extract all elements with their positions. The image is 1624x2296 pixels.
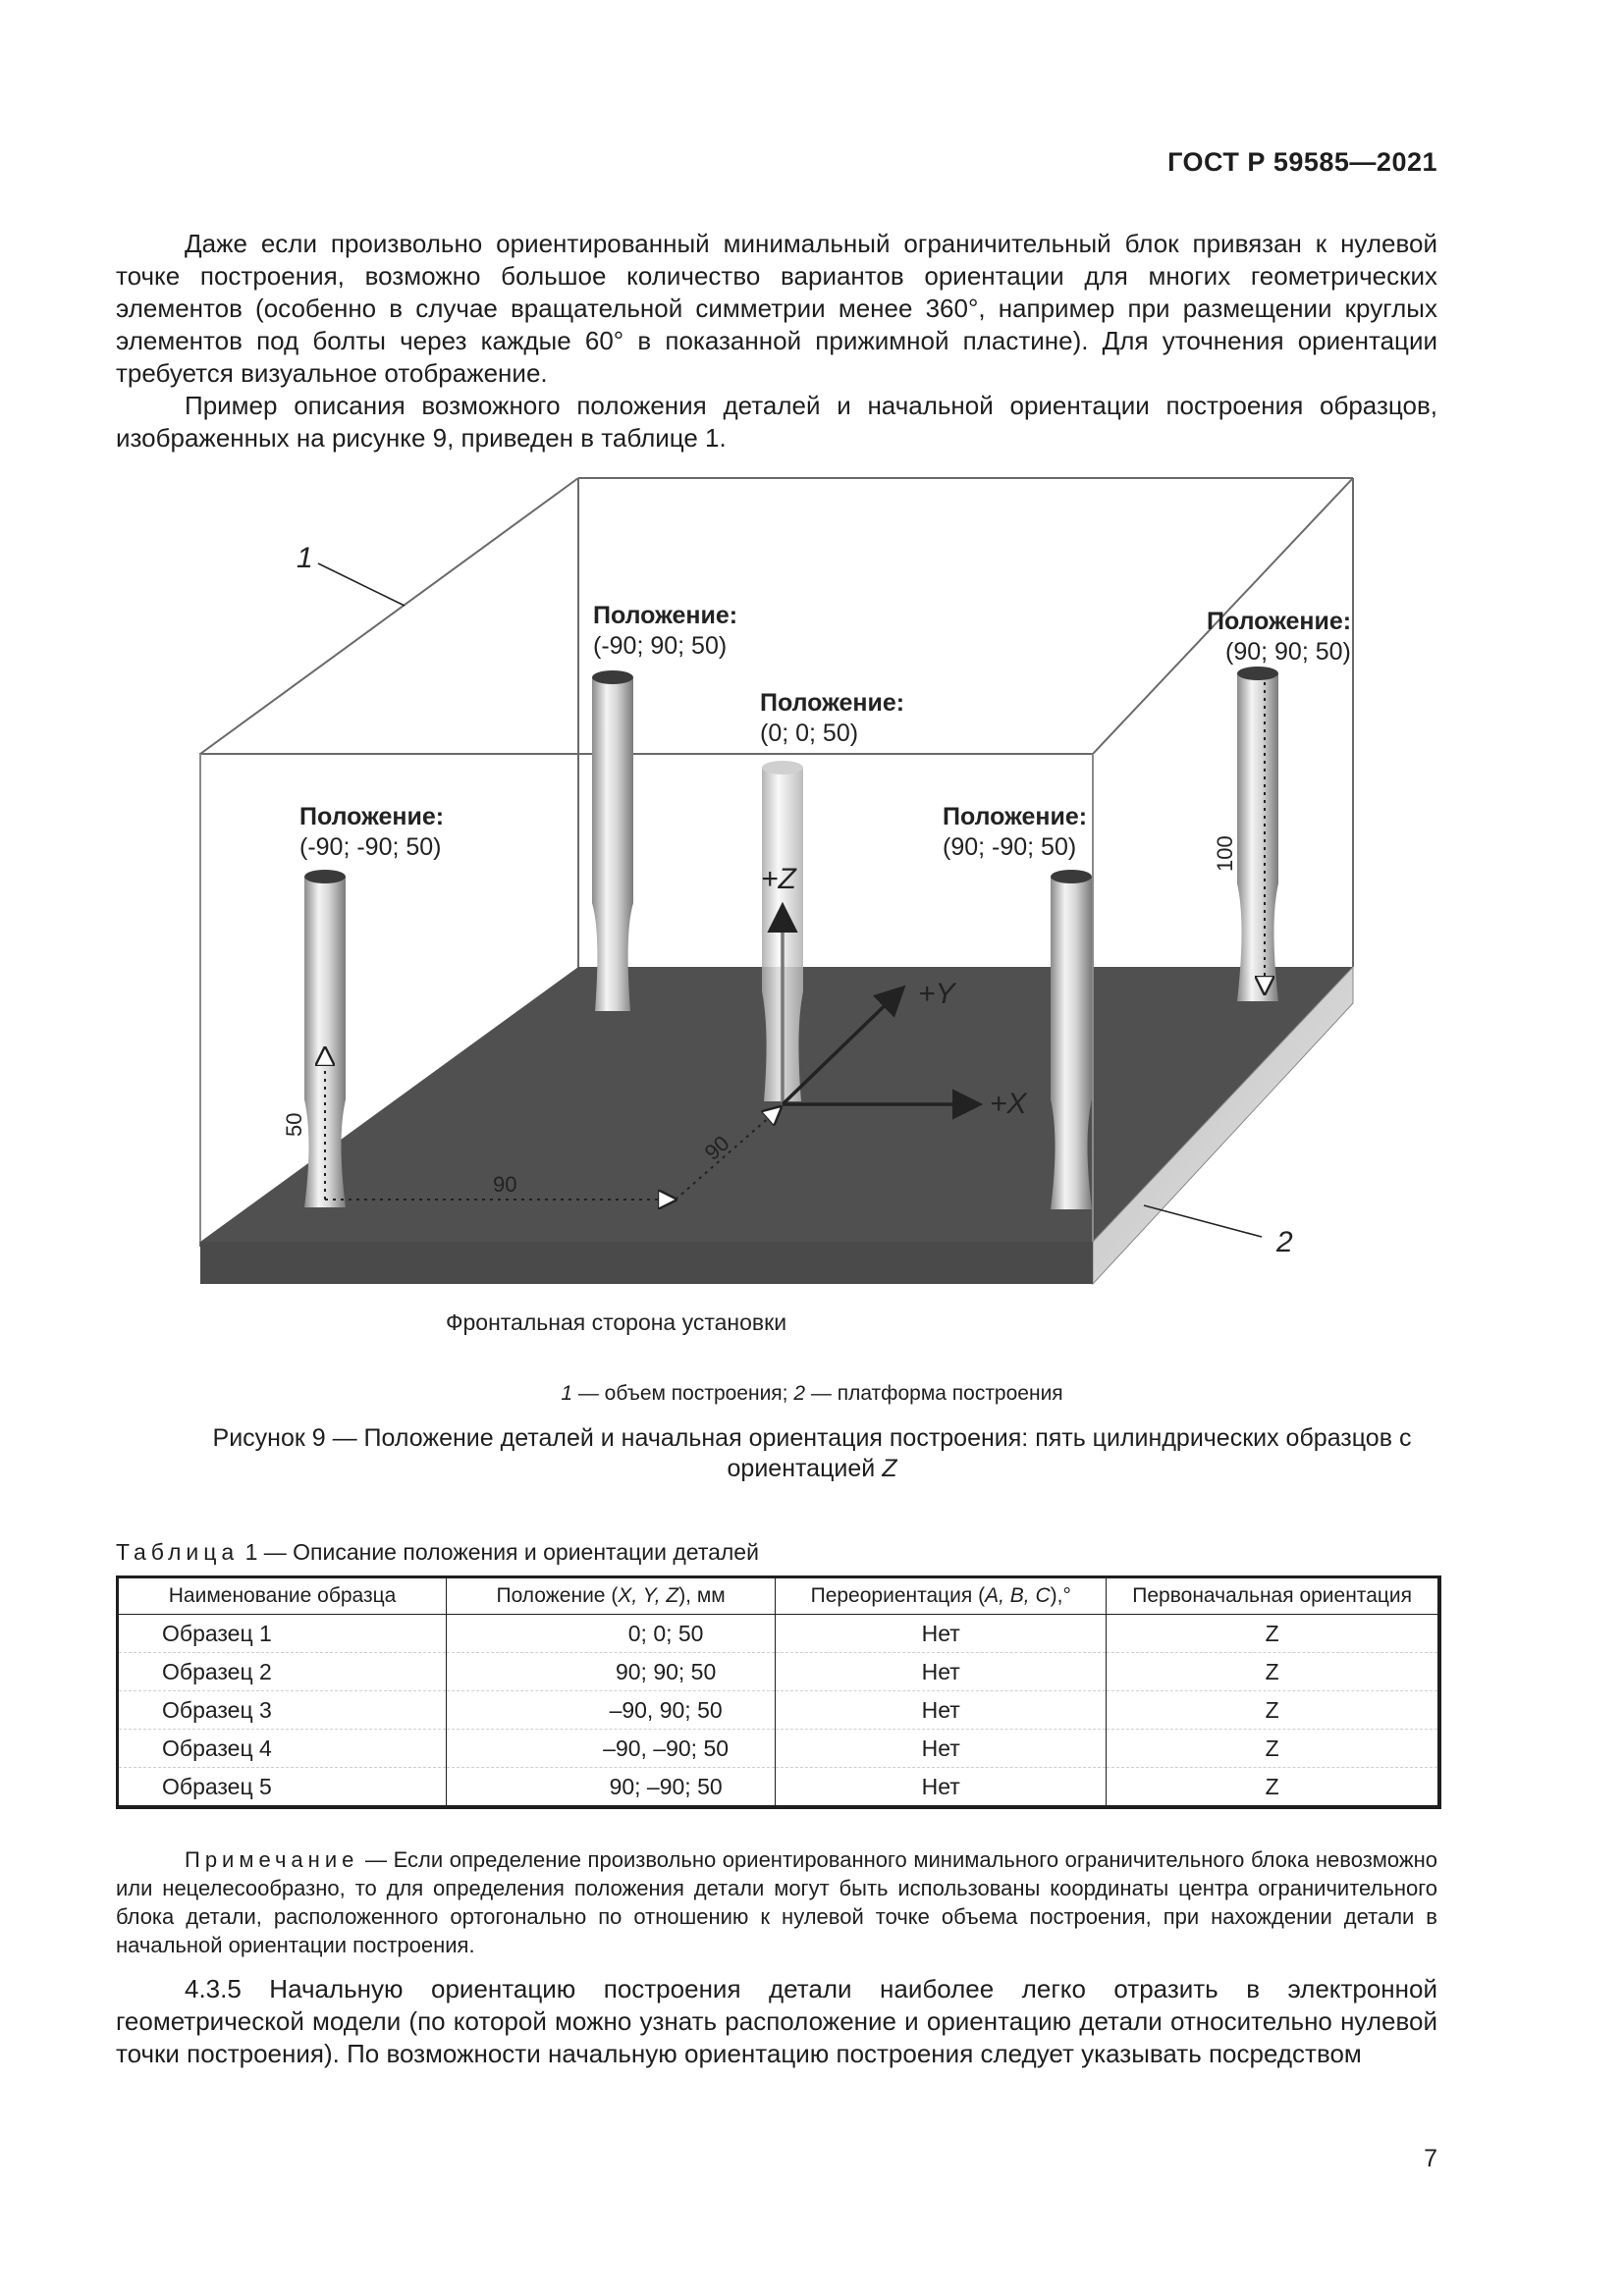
specimen-2-position-label: Положение: (593, 602, 738, 629)
axis-x-label: +X (990, 1088, 1027, 1120)
table-row (118, 1615, 1440, 1653)
specimen-2-cylinder (592, 670, 633, 1011)
callout-volume-number: 1 (297, 542, 313, 574)
cell-name: Образец 5 (118, 1768, 447, 1808)
cell-initial-orientation: Z (1107, 1615, 1439, 1653)
cell-position: 90; –90; 50 (447, 1768, 776, 1808)
cell-initial-orientation: Z (1107, 1653, 1439, 1691)
col-header-reorientation: Переориентация (A, B, C),° (776, 1577, 1107, 1615)
dim-offset-y-90: 90 (699, 1130, 734, 1165)
cell-reorientation: Нет (776, 1653, 1107, 1691)
col-header-position: Положение (X, Y, Z), мм (447, 1577, 776, 1615)
dim-offset-x-90: 90 (493, 1172, 517, 1197)
intro-paragraph-1: Даже если произвольно ориентированный минимальный ограничительный блок привязан к нулевой точке построения, возможно большое количество вариантов ориентации для многих геометрических элементов (особенно в случае вращательной симметрии менее 360°, например при размещении круглых элементов под болты через каждые 60° в показанной прижимной пластине). Для уточнения ориентации требуется визуальное отображение. (116, 229, 1437, 388)
specimen-5-coords: (90; 90; 50) (1225, 638, 1351, 666)
note-text: — Если определение произвольно ориентированного минимального ограничительного блока невозможно или нецелесообразно, то для определения положения детали могут быть использованы координаты центра ограничительного блока детали, расположенного ортогонально по отношению к нулевой точке объема построения, при нахождении детали в начальной ориентации построения. (116, 1847, 1437, 1957)
specimen-5-cylinder (1237, 667, 1278, 1001)
cell-name: Образец 3 (118, 1691, 447, 1730)
cell-position: –90, –90; 50 (447, 1730, 776, 1768)
axis-z-label: +Z (761, 863, 796, 895)
figure-caption (157, 1423, 1467, 1484)
callout-platform-number: 2 (1276, 1226, 1293, 1258)
section-4-3-5 (116, 1973, 1437, 2070)
cell-position: 90; 90; 50 (447, 1653, 776, 1691)
legend-text-1: — объем построения; (572, 1382, 794, 1405)
specimen-4-cylinder (1051, 870, 1092, 1209)
col-header-name: Наименование образца (118, 1577, 447, 1615)
specimen-5-position-label: Положение: (1207, 608, 1352, 635)
table-row (118, 1691, 1440, 1730)
intro-paragraph-2: Пример описания возможного положения деталей и начальной ориентации построения образцов, изображенных на рисунке 9, приведен в таблице 1. (116, 391, 1437, 453)
cell-name: Образец 1 (118, 1615, 447, 1653)
table-row (118, 1768, 1440, 1808)
table-title-text: 1 — Описание положения и ориентации деталей (239, 1539, 759, 1565)
cell-initial-orientation: Z (1107, 1768, 1439, 1808)
specimen-4-position-label: Положение: (943, 803, 1088, 830)
cell-initial-orientation: Z (1107, 1691, 1439, 1730)
cell-initial-orientation: Z (1107, 1730, 1439, 1768)
cell-reorientation: Нет (776, 1691, 1107, 1730)
specimen-3-coords: (-90; -90; 50) (299, 833, 442, 861)
cell-name: Образец 2 (118, 1653, 447, 1691)
dim-height-50: 50 (282, 1112, 306, 1137)
legend-number-1: 1 (561, 1382, 573, 1405)
axis-y-label: +Y (918, 978, 955, 1010)
caption-text: Рисунок 9 — Положение деталей и начальная ориентация построения: пять цилиндрических образцов с ориентацией (212, 1424, 1412, 1482)
table-title (116, 1539, 759, 1566)
page-number: 7 (1424, 2145, 1437, 2172)
table-header-row (118, 1577, 1440, 1615)
cell-position: –90, 90; 50 (447, 1691, 776, 1730)
cell-reorientation: Нет (776, 1730, 1107, 1768)
specimens-table (116, 1575, 1441, 1809)
figure-legend (0, 1382, 1624, 1406)
legend-number-2: 2 (793, 1382, 806, 1405)
specimen-2-coords: (-90; 90; 50) (593, 632, 728, 660)
specimen-1-position-label: Положение: (760, 689, 905, 717)
specimen-1-coords: (0; 0; 50) (760, 720, 859, 747)
cell-reorientation: Нет (776, 1615, 1107, 1653)
specimen-3-position-label: Положение: (299, 803, 445, 830)
front-side-label: Фронтальная сторона установки (446, 1309, 787, 1335)
dim-height-100: 100 (1213, 835, 1237, 872)
document-standard-number: ГОСТ Р 59585—2021 (1167, 147, 1437, 177)
cell-reorientation: Нет (776, 1768, 1107, 1808)
note-label: Примечание (185, 1847, 359, 1872)
table-note (116, 1845, 1437, 1959)
specimen-3-cylinder (304, 870, 346, 1207)
caption-axis: Z (882, 1455, 897, 1482)
table-title-word: Таблица (116, 1539, 240, 1565)
col-header-initial-orientation: Первоначальная ориентация (1107, 1577, 1439, 1615)
specimen-4-coords: (90; -90; 50) (943, 833, 1077, 861)
cell-name: Образец 4 (118, 1730, 447, 1768)
legend-text-2: — платформа построения (805, 1382, 1063, 1405)
cell-position: 0; 0; 50 (447, 1615, 776, 1653)
table-row (118, 1730, 1440, 1768)
table-row (118, 1653, 1440, 1691)
section-4-3-5-text: 4.3.5 Начальную ориентацию построения детали наиболее легко отразить в электронной геометрической модели (по которой можно узнать расположение и ориентацию детали относительно нулевой точки построения). По возможности начальную ориентацию построения следует указывать посредством (116, 1974, 1437, 2068)
